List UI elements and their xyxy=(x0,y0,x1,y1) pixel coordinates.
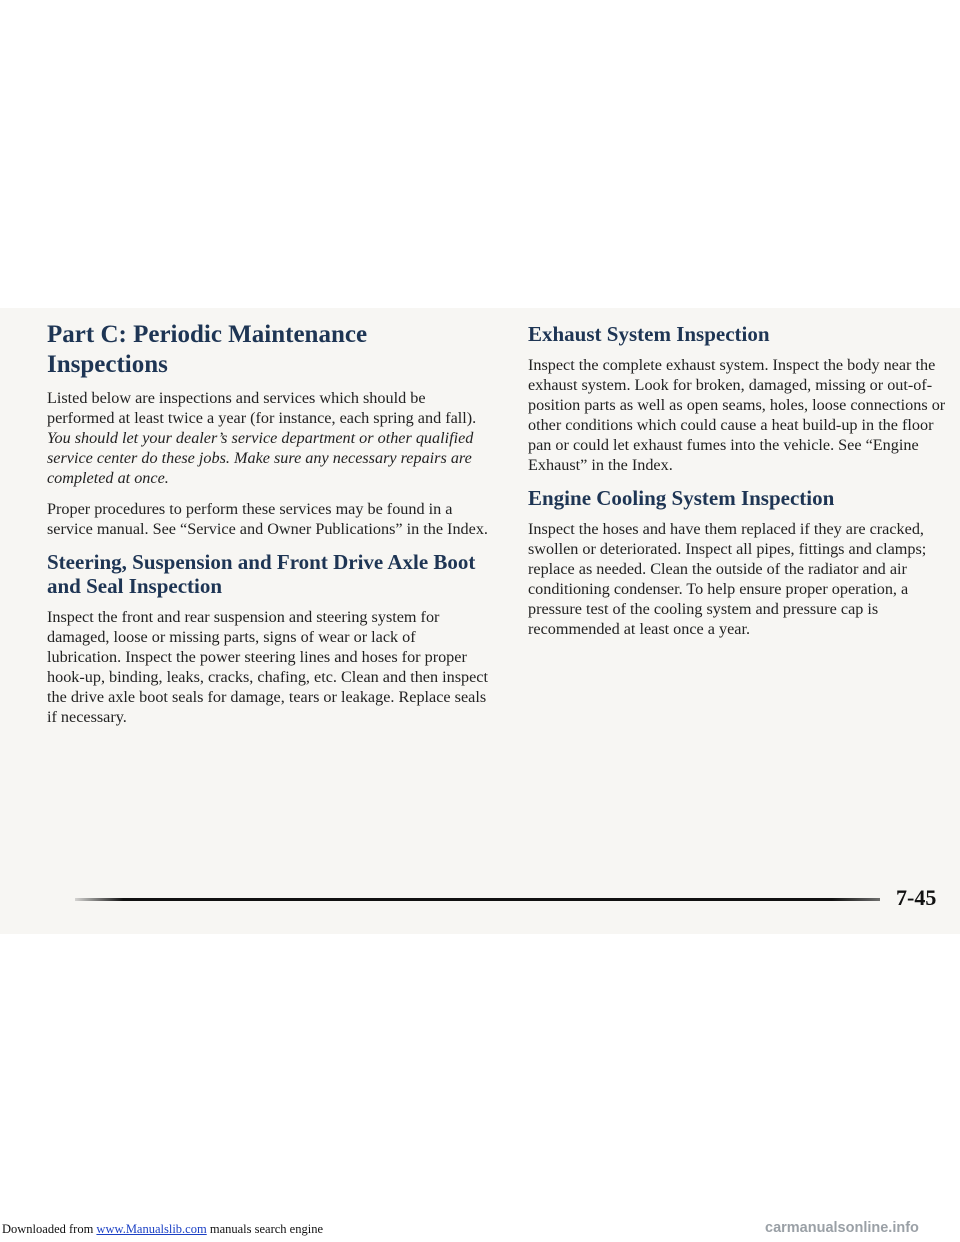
cooling-heading: Engine Cooling System Inspection xyxy=(528,486,835,510)
exhaust-paragraph: Inspect the complete exhaust system. Inspect the body near the exhaust system. Look for broken, damaged, missing or out-of-position parts as well as open seams, holes, loose connections or other conditions which could cause a heat build-up in the floor pan or could let exhaust fumes into the vehicle. See “Engine Exhaust” in the Index. xyxy=(528,356,946,474)
steering-heading: Steering, Suspension and Front Drive Axle Boot and Seal Inspection xyxy=(47,550,476,598)
procedures-paragraph: Proper procedures to perform these services may be found in a service manual. See “Service and Owner Publications” in the Index. xyxy=(47,500,488,538)
exhaust-heading: Exhaust System Inspection xyxy=(528,322,770,346)
intro-paragraph xyxy=(47,388,492,488)
page-number: 7-45 xyxy=(896,885,937,910)
download-suffix: manuals search engine xyxy=(206,1222,323,1236)
download-prefix: Downloaded from xyxy=(2,1222,97,1236)
page-title: Part C: Periodic Maintenance Inspections xyxy=(47,321,368,378)
steering-paragraph: Inspect the front and rear suspension and steering system for damaged, loose or missing parts, signs of wear or lack of lubrication. Inspect the power steering lines and hoses for proper hook-up, binding, leaks, cracks, chafing, etc. Clean and then inspect the drive axle boot seals for damage, tears or leakage. Replace seals if necessary. xyxy=(47,608,488,726)
left-column xyxy=(47,320,492,738)
footer-rule xyxy=(75,898,880,901)
manualslib-link[interactable]: www.Manualslib.com xyxy=(96,1222,207,1236)
download-bar xyxy=(2,1221,323,1237)
intro-text: Listed below are inspections and services which should be performed at least twice a year (for instance, each spring and fall). xyxy=(47,389,477,427)
right-column xyxy=(528,320,948,650)
intro-italic-text: You should let your dealer’s service department or other qualified service center do these jobs. Make sure any necessary repairs are completed at once. xyxy=(47,429,474,487)
watermark-text: carmanualsonline.info xyxy=(765,1220,919,1236)
cooling-paragraph: Inspect the hoses and have them replaced if they are cracked, swollen or deteriorated. Inspect all pipes, fittings and clamps; replace as needed. Clean the outside of the radiator and air conditioning condenser. To help ensure proper operation, a pressure test of the cooling system and pressure cap is recommended at least once a year. xyxy=(528,520,927,638)
